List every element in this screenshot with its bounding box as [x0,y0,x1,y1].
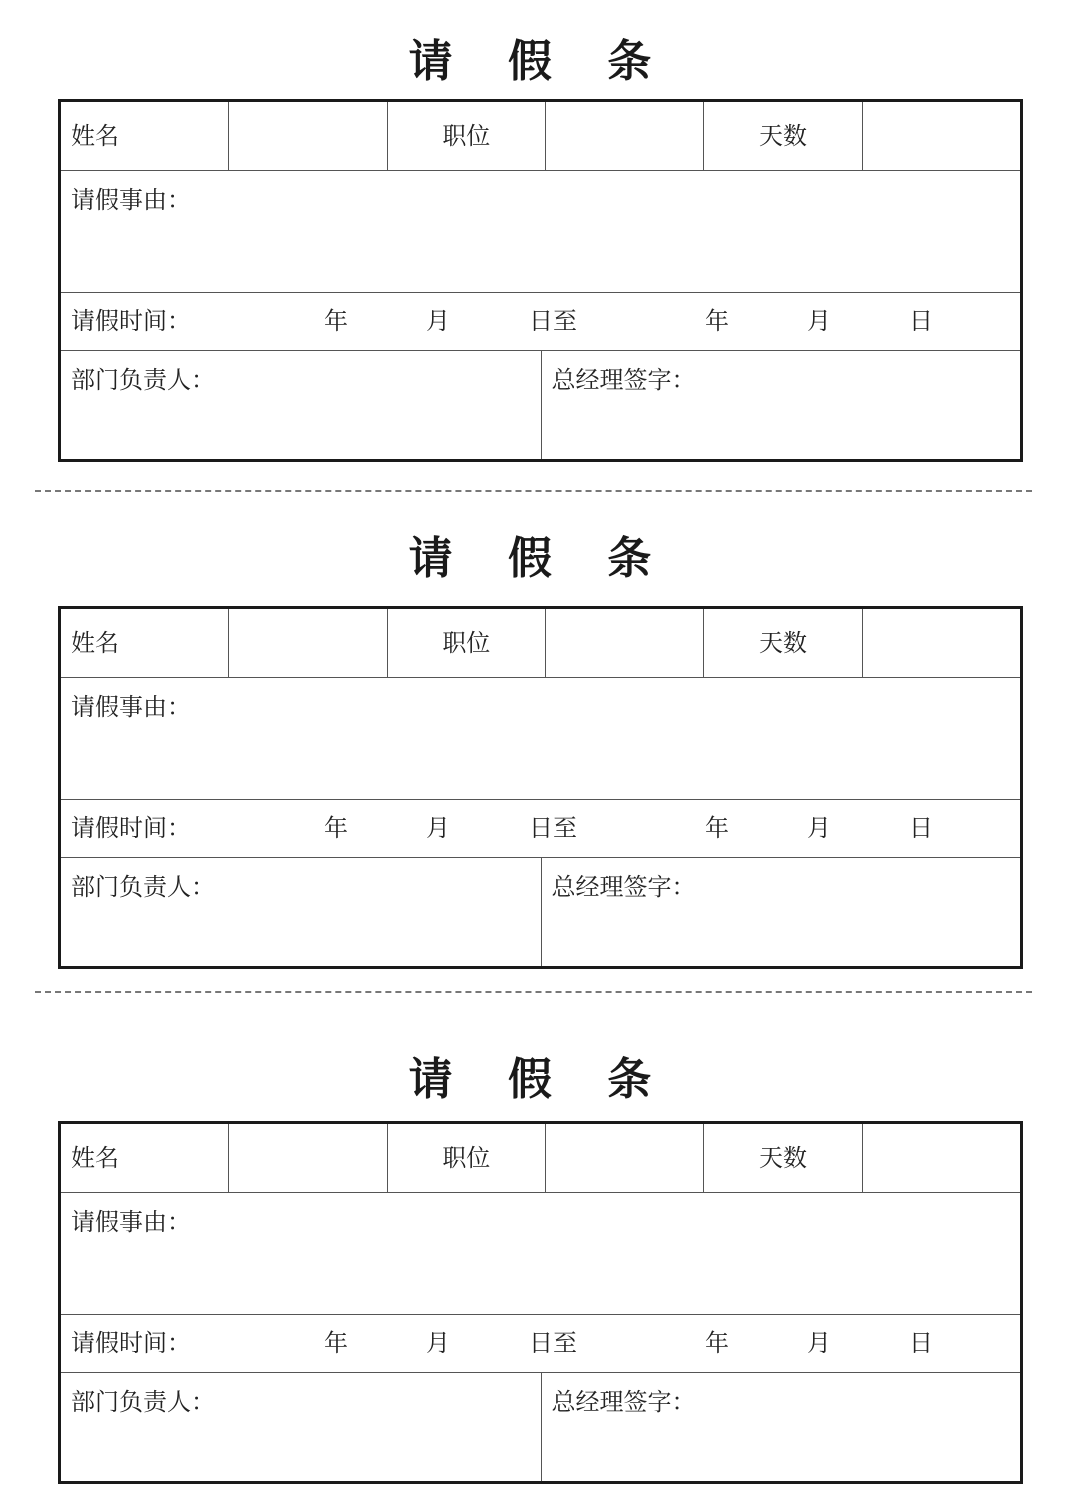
reason-row[interactable] [61,1192,1020,1314]
dept-head-cell[interactable] [61,351,541,459]
slip-title: 请 假 条 [408,36,672,87]
leave-time-label: 请假时间： [71,307,191,335]
start-year-label: 年 [324,307,348,335]
cut-line-2 [35,991,1032,993]
reason-label: 请假事由： [71,693,191,721]
gm-sign-cell[interactable] [541,858,1021,966]
leave-slip-form-2 [58,606,1023,969]
start-day-to-label: 日至 [529,1329,577,1357]
days-field[interactable] [862,1124,1020,1192]
position-label: 职位 [387,102,545,170]
signature-row [61,350,1020,459]
basic-info-row [61,1124,1020,1192]
days-field[interactable] [862,609,1020,677]
end-day-label: 日 [909,1329,933,1357]
dept-head-cell[interactable] [61,1373,541,1481]
end-year-label: 年 [705,307,729,335]
name-label: 姓名 [71,1144,119,1172]
gm-sign-label: 总经理签字： [551,366,696,394]
days-label: 天数 [703,102,861,170]
leave-time-label: 请假时间： [71,1329,191,1357]
end-month-label: 月 [807,814,831,842]
cut-line-1 [35,490,1032,492]
end-day-label: 日 [909,307,933,335]
dept-head-label: 部门负责人： [71,1388,215,1416]
dept-head-label: 部门负责人： [71,366,215,394]
gm-sign-cell[interactable] [541,1373,1021,1481]
name-field[interactable] [228,1124,386,1192]
start-month-label: 月 [426,814,450,842]
gm-sign-cell[interactable] [541,351,1021,459]
start-year-label: 年 [324,1329,348,1357]
gm-sign-label: 总经理签字： [551,1388,696,1416]
leave-time-row[interactable] [61,1314,1020,1372]
start-month-label: 月 [426,307,450,335]
name-label: 姓名 [71,122,119,150]
position-label: 职位 [387,1124,545,1192]
basic-info-row [61,609,1020,677]
position-field[interactable] [545,1124,703,1192]
slip-title: 请 假 条 [408,1054,672,1105]
position-field[interactable] [545,102,703,170]
leave-time-label: 请假时间： [71,814,191,842]
days-field[interactable] [862,102,1020,170]
leave-time-row[interactable] [61,292,1020,350]
basic-info-row [61,102,1020,170]
end-day-label: 日 [909,814,933,842]
start-day-to-label: 日至 [529,307,577,335]
reason-label: 请假事由： [71,1208,191,1236]
leave-time-row[interactable] [61,799,1020,857]
end-year-label: 年 [705,1329,729,1357]
name-field[interactable] [228,102,386,170]
days-label: 天数 [703,609,861,677]
leave-slip-form-1 [58,99,1023,462]
gm-sign-label: 总经理签字： [551,873,696,901]
dept-head-cell[interactable] [61,858,541,966]
reason-label: 请假事由： [71,186,191,214]
name-field[interactable] [228,609,386,677]
start-month-label: 月 [426,1329,450,1357]
end-year-label: 年 [705,814,729,842]
signature-row [61,1372,1020,1481]
start-day-to-label: 日至 [529,814,577,842]
end-month-label: 月 [807,307,831,335]
signature-row [61,857,1020,966]
dept-head-label: 部门负责人： [71,873,215,901]
position-field[interactable] [545,609,703,677]
slip-title: 请 假 条 [408,533,672,584]
start-year-label: 年 [324,814,348,842]
reason-row[interactable] [61,170,1020,292]
position-label: 职位 [387,609,545,677]
leave-slip-form-3 [58,1121,1023,1484]
reason-row[interactable] [61,677,1020,799]
end-month-label: 月 [807,1329,831,1357]
days-label: 天数 [703,1124,861,1192]
name-label: 姓名 [71,629,119,657]
